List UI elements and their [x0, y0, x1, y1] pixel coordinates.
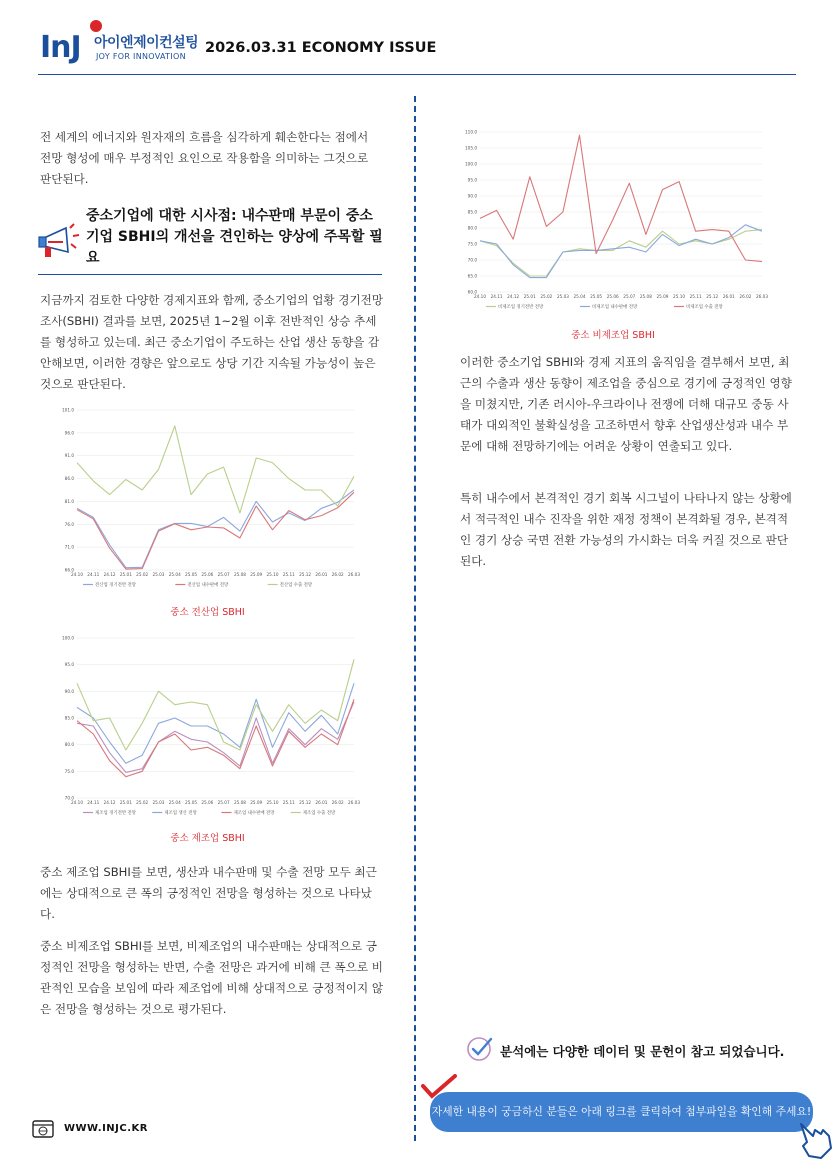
chart-manufacturing-sbhi: [55, 632, 360, 822]
series-line-1: [77, 702, 354, 772]
x-tick-label: 25.01: [119, 800, 132, 805]
chart2-caption: 중소 제조업 SBHI: [170, 833, 245, 844]
check-circle-icon: [466, 1034, 494, 1062]
x-tick-label: 26.01: [315, 572, 328, 577]
x-tick-label: 24.11: [490, 294, 503, 299]
attachment-link-button[interactable]: 자세한 내용이 궁금하신 분들은 아래 링크를 클릭하여 첨부파일을 확인해 주세요!: [430, 1092, 813, 1132]
legend-label: 비제조업 경기전반 전망: [498, 305, 544, 310]
y-tick-label: 80.0: [467, 225, 477, 231]
y-tick-label: 81.0: [64, 498, 74, 504]
x-tick-label: 26.02: [739, 294, 752, 299]
x-tick-label: 25.02: [540, 294, 553, 299]
x-tick-label: 26.02: [331, 572, 344, 577]
x-tick-label: 25.07: [217, 800, 230, 805]
nonmanufacturing-paragraph: 중소 비제조업 SBHI를 보면, 비제조업의 내수판매는 상대적으로 긍정적인 전망을 형성하는 반면, 수출 전망은 과거에 비해 큰 폭으로 비관적인 모습을 보임에 따라 제조업에 비해 상대적으로 긍정적이지 않은 전망을 형성하는 것으로 평가된다.: [40, 939, 384, 1016]
chart-all-industry-sbhi: [55, 404, 360, 594]
logo-dot-icon: [90, 20, 102, 32]
x-tick-label: 25.06: [201, 800, 214, 805]
y-tick-label: 75.0: [64, 768, 74, 774]
issue-title: 2026.03.31 ECONOMY ISSUE: [205, 40, 437, 56]
megaphone-icon: [36, 222, 80, 262]
x-tick-label: 25.03: [152, 800, 165, 805]
legend-label: 제조업 경기전반 전망: [95, 811, 136, 816]
x-tick-label: 25.12: [299, 800, 312, 805]
legend-label: 제조업 내수판매 전망: [233, 811, 275, 816]
y-tick-label: 86.0: [64, 476, 74, 482]
y-tick-label: 95.0: [64, 662, 74, 668]
logo-korean: 아이엔제이컨설팅: [94, 35, 199, 51]
pointer-hand-icon: [795, 1118, 835, 1160]
chart3-caption: 중소 비제조업 SBHI: [571, 330, 655, 341]
x-tick-label: 25.09: [250, 572, 263, 577]
section-heading: 중소기업에 대한 시사점: 내수판매 부문이 중소기업 SBHI의 개선을 견인하는 양상에 주목할 필요: [86, 208, 383, 266]
y-tick-label: 60.0: [467, 289, 477, 295]
right-paragraph-1: 이러한 중소기업 SBHI와 경제 지표의 움직임을 결부해서 보면, 최근의 수출과 생산 동향이 제조업을 중심으로 경기에 긍정적인 영향을 미쳤지만, 기존 러시아-우크라이나 전쟁에 더해 대규모 중동 사태가 대외적인 불확실성을 고조하면서 향후 산업생산성과 내수 부문에 대해 전망하기에는 어려운 상황이 연출되고 있다.: [460, 355, 792, 453]
y-tick-label: 101.0: [62, 407, 74, 413]
x-tick-label: 25.05: [185, 800, 198, 805]
y-tick-label: 100.0: [465, 161, 477, 167]
x-tick-label: 25.02: [136, 800, 149, 805]
chart-nonmanufacturing-sbhi: [458, 126, 768, 316]
body-paragraph: 지금까지 검토한 다양한 경제지표와 함께, 중소기업의 업황 경기전망조사(SBHI) 결과를 보면, 2025년 1~2월 이후 전반적인 상승 추세를 형성하고 있는데. 최근 중소기업이 주도하는 산업 생산 동향을 감안해보면, 이러한 경향은 앞으로도 상당 기간 지속될 가능성이 높은 것으로 판단된다.: [40, 293, 384, 391]
legend-label: 비제조업 수출 전망: [686, 305, 723, 310]
x-tick-label: 25.12: [706, 294, 719, 299]
x-tick-label: 26.03: [756, 294, 768, 299]
x-tick-label: 25.01: [523, 294, 536, 299]
y-tick-label: 100.0: [62, 635, 74, 641]
series-line-3: [480, 135, 762, 261]
chart1-caption: 중소 전산업 SBHI: [170, 607, 245, 618]
x-tick-label: 25.07: [623, 294, 636, 299]
legend-label: 전산업 내수판매 전망: [187, 583, 229, 588]
x-tick-label: 25.01: [119, 572, 132, 577]
x-tick-label: 24.10: [71, 800, 83, 805]
x-tick-label: 25.11: [282, 800, 295, 805]
legend-label: 제조업 수출 전망: [302, 811, 336, 816]
x-tick-label: 25.08: [639, 294, 652, 299]
y-tick-label: 90.0: [64, 688, 74, 694]
x-tick-label: 25.03: [556, 294, 569, 299]
x-tick-label: 24.10: [71, 572, 83, 577]
y-tick-label: 90.0: [467, 193, 477, 199]
y-tick-label: 85.0: [64, 715, 74, 721]
x-tick-label: 26.01: [722, 294, 735, 299]
x-tick-label: 24.11: [87, 572, 100, 577]
series-line-1: [480, 230, 762, 276]
y-tick-label: 75.0: [467, 241, 477, 247]
x-tick-label: 24.12: [103, 800, 116, 805]
y-tick-label: 71.0: [64, 544, 74, 550]
y-tick-label: 76.0: [64, 521, 74, 527]
x-tick-label: 26.02: [331, 800, 344, 805]
logo-english: JOY FOR INNOVATION: [96, 52, 186, 61]
x-tick-label: 25.06: [606, 294, 619, 299]
x-tick-label: 25.05: [590, 294, 603, 299]
x-tick-label: 25.03: [152, 572, 165, 577]
x-tick-label: 25.09: [656, 294, 669, 299]
x-tick-label: 24.12: [507, 294, 520, 299]
x-tick-label: 26.03: [348, 800, 360, 805]
header-divider: [38, 74, 796, 75]
x-tick-label: 25.10: [673, 294, 686, 299]
x-tick-label: 25.05: [185, 572, 198, 577]
column-divider: [414, 96, 416, 1141]
y-tick-label: 91.0: [64, 453, 74, 459]
x-tick-label: 25.11: [689, 294, 702, 299]
legend-label: 전산업 경기전반 전망: [95, 583, 136, 588]
y-tick-label: 70.0: [467, 257, 477, 263]
x-tick-label: 25.04: [168, 572, 181, 577]
manufacturing-paragraph: 중소 제조업 SBHI를 보면, 생산과 내수판매 및 수출 전망 모두 최근에는 상대적으로 큰 폭의 긍정적인 전망을 형성하는 것으로 나타났다.: [40, 865, 377, 921]
x-tick-label: 25.07: [217, 572, 230, 577]
x-tick-label: 25.09: [250, 800, 263, 805]
references-note: 분석에는 다양한 데이터 및 문헌이 참고 되었습니다.: [500, 1044, 785, 1059]
x-tick-label: 25.10: [266, 572, 279, 577]
x-tick-label: 24.12: [103, 572, 116, 577]
y-tick-label: 105.0: [465, 145, 477, 151]
y-tick-label: 96.0: [64, 430, 74, 436]
y-tick-label: 85.0: [467, 209, 477, 215]
right-paragraph-2: 특히 내수에서 본격적인 경기 회복 시그널이 나타나지 않는 상황에서 적극적인 내수 진작을 위한 재정 정책이 본격화될 경우, 본격적인 경기 상승 국면 전환 가능성의 가시화는 더욱 커질 것으로 판단된다.: [460, 491, 792, 568]
y-tick-label: 95.0: [467, 177, 477, 183]
x-tick-label: 25.04: [168, 800, 181, 805]
x-tick-label: 25.10: [266, 800, 279, 805]
x-tick-label: 25.11: [282, 572, 295, 577]
x-tick-label: 26.03: [348, 572, 360, 577]
logo-mark: InJ: [40, 30, 81, 65]
y-tick-label: 66.0: [64, 567, 74, 573]
website-icon: [32, 1120, 54, 1138]
x-tick-label: 25.06: [201, 572, 214, 577]
intro-paragraph: 전 세계의 에너지와 원자재의 흐름을 심각하게 훼손한다는 점에서 전망 형성에 매우 부정적인 요인으로 작용함을 의미하는 그것으로 판단된다.: [40, 130, 369, 186]
y-tick-label: 65.0: [467, 273, 477, 279]
legend-label: 제조업 생산 전망: [164, 811, 197, 816]
x-tick-label: 25.02: [136, 572, 149, 577]
legend-label: 비제조업 내수판매 전망: [592, 305, 638, 310]
x-tick-label: 25.04: [573, 294, 586, 299]
y-tick-label: 70.0: [64, 795, 74, 801]
x-tick-label: 25.08: [233, 800, 246, 805]
heading-underline: [38, 274, 382, 275]
series-line-4: [77, 659, 354, 750]
website-link[interactable]: WWW.INJC.KR: [64, 1123, 148, 1134]
x-tick-label: 25.08: [233, 572, 246, 577]
y-tick-label: 110.0: [465, 129, 477, 135]
y-tick-label: 80.0: [64, 742, 74, 748]
series-line-3: [77, 426, 354, 513]
x-tick-label: 25.12: [299, 572, 312, 577]
x-tick-label: 26.01: [315, 800, 328, 805]
x-tick-label: 24.10: [474, 294, 486, 299]
legend-label: 전산업 수출 전망: [279, 583, 313, 588]
x-tick-label: 24.11: [87, 800, 100, 805]
